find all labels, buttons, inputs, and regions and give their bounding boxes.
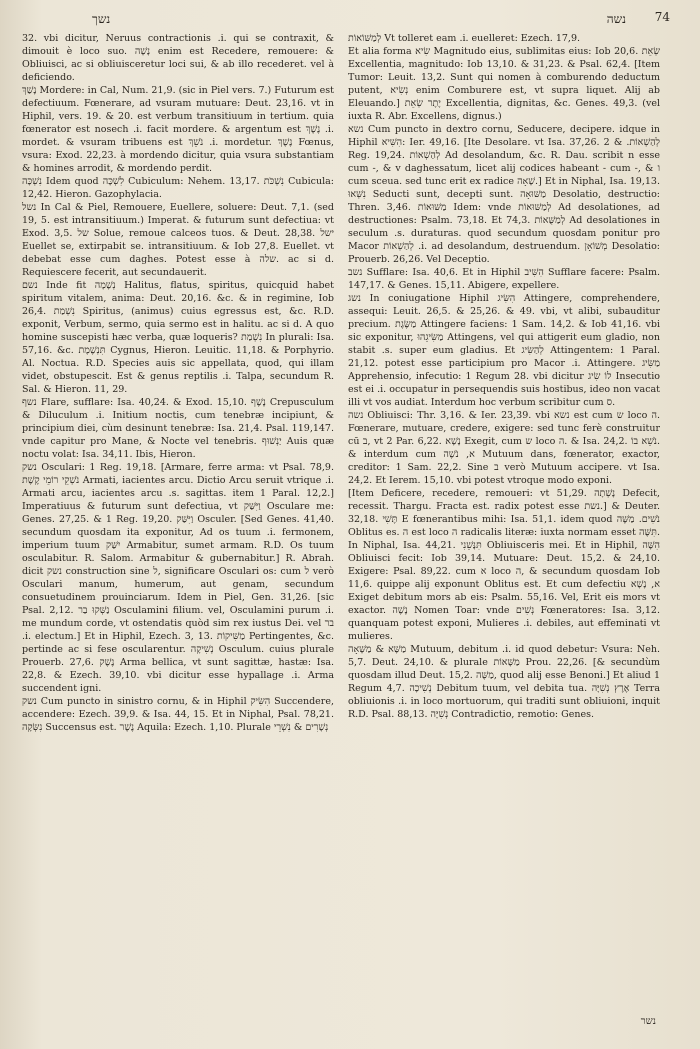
right-column: [348, 32, 660, 1022]
left-paragraph: 32. vbi dicitur, Neruus contractionis .i. qui se contraxit, & dimouit è loco suo. נָשָׁה enim est Recedere, remouere: & Obliuisci, ac si obliuisceretur loci sui, & ab illo recederet. vel à deficiendo.: [22, 33, 334, 83]
right-paragraph: נשב Sufflare: Isa. 40,6. Et in Hiphil הִשִּׁיב Sufflare facere: Psalm. 147,17. & Genes. 15,11. Abigere, expellere.: [348, 267, 660, 291]
left-paragraph: נשק Cum puncto in sinistro cornu, & in Hiphil הִשִּׂיק Succendere, accendere: Ezech. 39,9. & Isa. 44, 15. Et in Niphal, Psal. 78,21. נִשְּׂקָה Succensus est. נֶשֶׁר Aquila: Ezech. 1,10. Plurale נְשָׁרִים & נִשְׁרֵי: [22, 696, 334, 733]
left-paragraph: נָשַׁךְ Mordere: in Cal, Num. 21,9. (sic in Piel vers. 7.) Futurum est defectiuum. Fœnerare, ad vsuram mutuare: Deut. 23,16. vt in Hiphil, vers. 19. & 20. est verbum transitiuum in tertium. quia fœnerator est nosech .i. facit mordere. & argentum est נֶשֶׁךְ .i. mordet. & vsuram tribuens est נֹשֵׁךְ .i. mordetur. נֶשֶׁךְ Fœnus, vsura: Exod. 22,23. à mordendo dicitur, quia vsura substantiam & homines arrodit, & mordendo perdit.: [22, 85, 334, 174]
left-paragraph: נשק Osculari: 1 Reg. 19,18. [Armare, ferre arma: vt Psal. 78,9. נֹשְׁקֵי רוֹמֵי קֶשֶׁת Armati, iacientes arcu. Dictio Arcu seruit vtrique .i. Armati arcu, iacientes arcu .s. sagittas. item 1 Paral. 12,2.] Imperatiuus & futurum sunt defectiua, vt וַיִּשַּׁק Osculare me: Genes. 27,25. & 1 Reg. 19,20. וַיִּשַּׁק Osculer. [Sed Genes. 41,40. secundum quosdam ita exponitur, Ad os tuum .i. fermonem, imperium tuum יִשַּׁק Armabitur, sumet armam. R.D. Os tuum osculabitur. R. Salom. Armabitur & gubernabitur.] R. Abrah. dicit נשק construction sine ל, significare Osculari os: cum ל verò Osculari manum, humerum, aut genam, secundum consuetudinem prouinciarum. Idem in Piel, Gen. 31,26. [sic Psal. 2,12. נַשְּׁקוּ בַר Osculamini filium. vel, Osculamini purum .i. me mundum corde, vt ostendatis quòd sim rex iustus Dei. vel בר .i. electum.] Et in Hiphil, Ezech. 3, 13. מַשִּׁיקוֹת Pertingentes, &c. pertinde ac si fese oscularentur. נְשִׁיקָה Osculum. cuius plurale Prouerb. 27,6. נֶשֶׁק Arma bellica, vt sunt sagittæ, hastæ: Isa. 22,8. & Ezech. 39,10. vbi dicitur esse hypallage .i. Arma succendent igni.: [22, 462, 334, 694]
header-center-word: נשה: [606, 12, 626, 26]
catchword: נשר: [640, 1016, 656, 1027]
header-left-word: נשך: [92, 12, 111, 26]
page-number: 74: [654, 10, 670, 24]
text-columns: [22, 32, 660, 1022]
left-paragraph: נִשְׁכָּה Idem quod לִשְׁכָּה Cubiculum: Nehem. 13,17. נִשְׁכֹּת Cubicula: 12,42. Hieron. Gazophylacia.: [22, 176, 334, 200]
right-paragraph: נשה Obliuisci: Thr. 3,16. & Ier. 23,39. vbi נשא est cum ש loco ה. Fœnerare, mutuare, credere, exigere: sed tunc ferè construitur cū ב, vt 2 Par. 6,22. נָשָׁא Exegit, cum ש loco ה. & Isa. 24,2. נֹשֵׁא בוֹ. & interdum cum א, נֹשֶׁה Mutuum dans, fœnerator, exactor, creditor: 1 Sam. 22,2. Sine ב verò Mutuum accipere. vt Isa. 24,2. Et Ierem. 15,10. vbi potest vtroque modo exponi.: [348, 410, 660, 486]
left-paragraph: נשף Flare, sufflare: Isa. 40,24. & Exod. 15,10. נֶשֶׁף Crepusculum & Diluculum .i. Initium noctis, cum tenebræ incipiunt, & principium diei, cùm desinunt tenebræ: Isa. 21,4. Psal. 119,147. vnde capitur pro Mane, & Nocte vel tenebris. יַנְשׁוּף Auis quæ noctu volat: Isa. 34,11. Ibis, Hieron.: [22, 397, 334, 460]
left-paragraph: נשל In Cal & Piel, Remouere, Euellere, soluere: Deut. 7,1. (sed 19, 5. est intransitiuum.) Imperat. & futurum sunt defectiua: vt Exod. 3,5. של Solue, remoue calceos tuos. & Deut. 28,38. ישל Euellet se, extirpabit se. intransitiuum. & Iob 27,8. Euellet. vt debebat esse cum daghes. Potest esse à שלה. ac si d. Requiescere fecerit, aut secundauerit.: [22, 202, 334, 278]
right-paragraph: [Item Deficere, recedere, remoueri: vt 51,29. נָשְׁתָה Defecit, recessit. Thargu. Fracta est. radix potest esse נשת.] & Deuter. 32,18. תֶּשִׁי E fœnerantibus mihi: Isa. 51,1. idem quod נֹשִׁים. מַשֶּׁה Oblitus es. ה est loco ה radicalis literæ: iuxta normam esset תִּשֶּׁה. In Niphal, Isa. 44,21. תִּנָּשֵׁנִי Obliuisceris mei. Et in Hiphil, הִשָּׁה Obliuisci fecit: Iob 39,14. Mutuare: Deut. 15,2. & 24,10. Exigere: Psal. 89,22. cum א loco ה, & secundum quosdam Iob 11,6. quippe alij exponunt Oblitus est. Et cum defectiu א, נָשָׁא Exiget debitum mors ab eis: Psalm. 55,16. Vel, Erit eis mors vt exactor. נֶשֶׁה Nomen Toar: vnde נְשִׁים Fœneratores: Isa. 3,12. quanquam potest exponi, Mulieres .i. debiles, aut effeminati vt mulieres.: [348, 488, 660, 642]
right-paragraph: Et alia forma שִׂיא Magnitudo eius, sublimitas eius: Iob 20,6. שְׂאֵת Excellentia, magnitudo: Iob 13,10. & 31,23. & Psal. 62,4. [Item Tumor: Leuit. 13,2. Sunt qui nomen à comburendo deductum putent, נְשִׂיא enim Comburere est, vt supra liquet. Alij ab Eleuando.] יֶתֶר שְׂאֵת Excellentia, dignitas, &c. Genes. 49,3. (vel iuxta R. Abr. Excellens, dignus.): [348, 46, 660, 122]
right-paragraph: לְמַשּׁוֹאוֹת Vt tolleret eam .i. euelleret: Ezech. 17,9.: [348, 33, 581, 44]
right-paragraph: מַשָּׁא & מַשָּׁאָה Mutuum, debitum .i. id quod debetur: Vsura: Neh. 5,7. Deut. 24,10. & plurale מַשָּׁאוֹת Prou. 22,26. [& secundùm quosdam illud Deut. 15,2. מַשֶּׁה, quod alij esse Benoni.] Et aliud 1 Regum 4,7. נְשִׁיכָה Debitum tuum, vel debita tua. אֶרֶץ נְשִׁיָּה Terra obliuionis .i. in loco mortuorum, qui traditi sunt obliuioni, inquit R.D. Psal. 88,13. נְשִׁיָּה Contradictio, remotio: Genes.: [348, 644, 660, 720]
right-paragraph: נשא Cum puncto in dextro cornu, Seducere, decipere. idque in Hiphil הִשִּׁיא: Ier. 49,16. [Ite Desolare. vt Isa. 37,26. לְהַשְׁאוֹת. & 2 Reg. 19,24. לְהַשְׁאוֹת Ad desolandum, &c. R. Dau. scribit n esse cum ‑, & v daghessatum, licet alij codices habeant ‑ cum ‑, & ו cum sceua. sed tunc erit ex radice שָׁאָה.] Et in Niphal, Isa. 19,13. נִשְּׁאוּ Seducti sunt, decepti sunt. מַשּׁוּאָה Desolatio, destructio: Thren. 3,46. מַשּׁוּאוֹת Idem: vnde לְמַשּׁוּאוֹת Ad desolationes, ad destructiones: Psalm. 73,18. Et 74,3. לְמַשֻּׁאוֹת Ad desolationes in seculum .s. duraturas. quod secundum quosdam ponitur pro Macor לְהַשְׁאוֹת .i. ad desolandum, destruendum. מְשׁוֹאָן Desolatio: Prouerb. 26,26. Vel Deceptio.: [348, 124, 660, 265]
left-column: [22, 32, 334, 1022]
running-head: [22, 6, 670, 32]
right-paragraph: נשג In coniugatione Hiphil הִשִּׂיג Attingere, comprehendere, assequi: Leuit. 26,5. & 25,26. & 49. vbi, vt alibi, subauditur precium. מַשֶּׂגֶת Attingere faciens: 1 Sam. 14,2. & Iob 41,16. vbi sic exponitur, מַשִּׂיגֵהוּ Attingens, vel qui attigerit eum gladio, non stabit .s. super eum gladius. Et לְהַשִּׂיג Attingentem: 1 Paral. 21,12. potest esse participium pro Macor .i. Attingere. מַשִּׂיג Apprehensio, infecutio: 1 Regum 28. vbi dicitur לוֹ שִׂיג Insecutio est ei .i. occupatur in persequendis suis hostibus, ideo non vacat illi vt vos audiat. Interdum hoc verbum scribitur cum ס.: [348, 293, 660, 408]
left-paragraph: נשם Inde fit נְשָׁמָה Halitus, flatus, spiritus, quicquid habet spiritum vitalem, anima: Deut. 20,16. &c. & in regimine, Iob 26,4. נִשְׁמַת Spiritus, (animus) cuius egressus est, &c. R.D. exponit, Verbum, sermo, quia sermo est in halitu. ac si d. A quo homine suscepisti hæc verba, quæ loqueris? נִשְׁמַת In plurali: Isa. 57,16. &c. תִּנְשֶׁמֶת Cygnus, Hieron. Leuitic. 11,18. & Porphyrio. Al. Noctua. R.D. Species auis sic appellata, quod, qui illam videt, obstupescit. Est & genus reptilis .i. Talpa, secundum R. Sal. & Hieron. 11, 29.: [22, 280, 334, 395]
